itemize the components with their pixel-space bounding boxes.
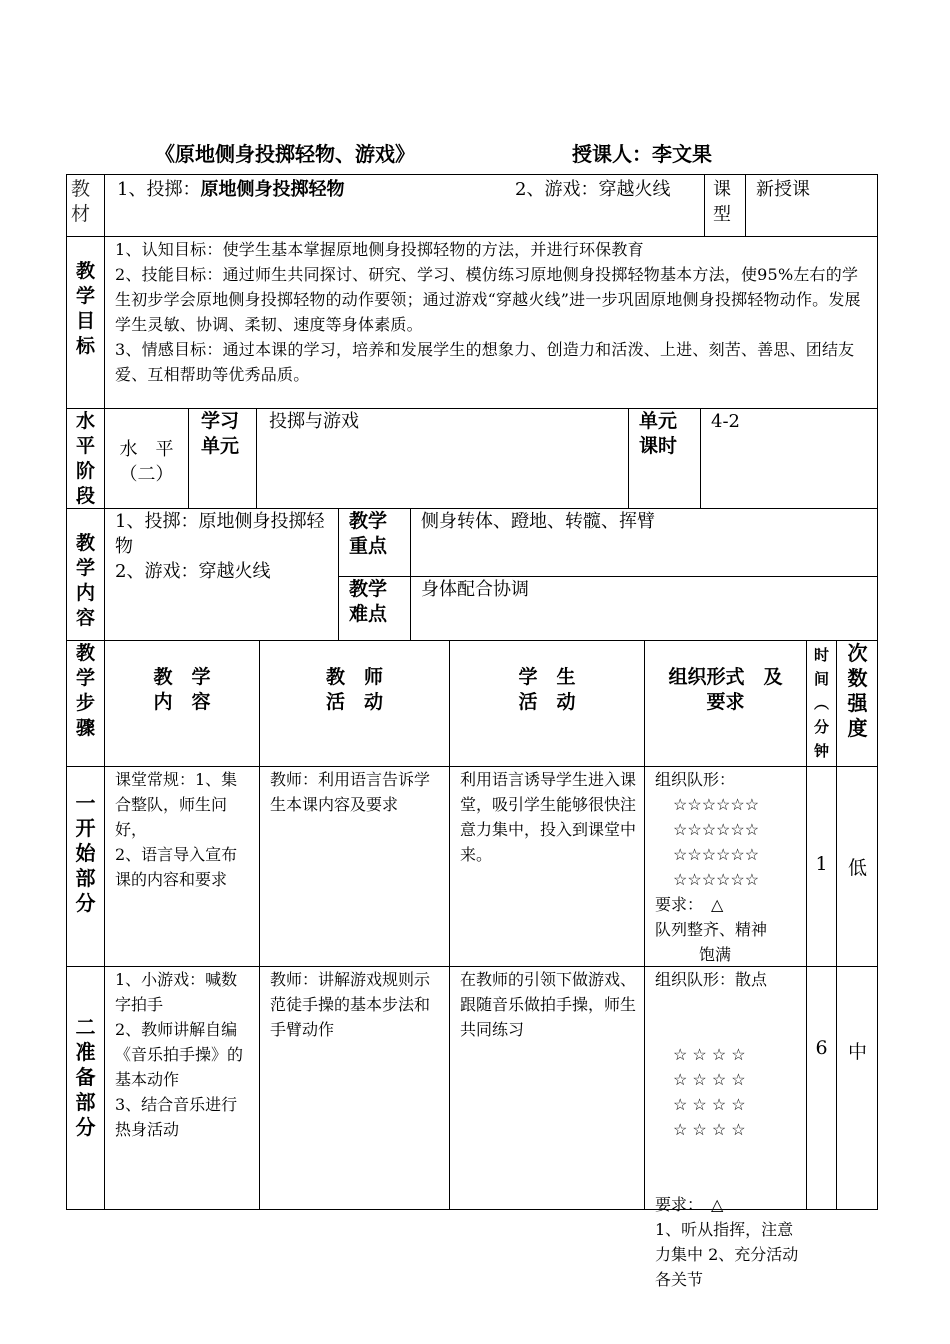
material-content: 1、投掷：原地侧身投掷轻物 2、游戏：穿越火线 — [104, 174, 704, 236]
step-start-intensity: 低 — [836, 766, 878, 966]
step-prep-intensity: 中 — [836, 966, 878, 1210]
lesson-title: 《原地侧身投掷轻物、游戏》 — [155, 142, 415, 166]
document-title — [0, 138, 950, 168]
material-item2: 2、游戏：穿越火线 — [515, 179, 671, 200]
difficulty-label: 教学 难点 — [338, 576, 410, 640]
goals-text: 1、认知目标：使学生基本掌握原地侧身投掷轻物的方法，并进行环保教育 2、技能目标：通过师生共同探讨、研究、学习、模仿练习原地侧身投掷轻物基本方法，使95%左右的学生初步学会原地侧身投掷轻物的动作要领；通过游戏“穿越火线”进一步巩固原地侧身投掷轻物动作。发展学生灵敏、协调、柔韧、速度等身体素质。 3、情感目标：通过本课的学习，培养和发展学生的想象力、创造力和活泼、上进、刻苦、善思、团结友爱、互相帮助等优秀品质。 — [104, 236, 878, 408]
step-prep-label: 二 准 备 部 分 — [66, 966, 104, 1210]
header-organization: 组织形式 及 要求 — [644, 640, 806, 766]
step-start-label: 一 开 始 部 分 — [66, 766, 104, 966]
teacher-name: 授课人：李文果 — [572, 142, 712, 166]
level-value: 水 平 （二） — [104, 408, 188, 508]
step-prep-time: 6 — [806, 966, 836, 1210]
goals-label: 教 学 目 标 — [66, 236, 104, 408]
step-prep-student: 在教师的引领下做游戏、跟随音乐做拍手操，师生共同练习 — [449, 966, 644, 1210]
formation-stars: ☆ ☆ ☆ ☆ ☆ ☆ ☆ ☆ ☆ ☆ ☆ ☆ ☆ ☆ ☆ ☆ — [673, 1045, 746, 1139]
step-prep-organization: 组织队形：散点 ☆ ☆ ☆ ☆ ☆ ☆ ☆ ☆ ☆ ☆ ☆ ☆ ☆ ☆ ☆ ☆ 要求： △ 1、听从指挥，注意力集中 2、充分活动各关节 — [644, 966, 806, 1210]
key-point-label: 教学 重点 — [338, 508, 410, 576]
unit-hours-label: 单元 课时 — [628, 408, 700, 508]
material-label: 教 材 — [66, 174, 104, 236]
difficulty-value: 身体配合协调 — [410, 576, 878, 640]
step-start-content: 课堂常规：1、集合整队，师生问好， 2、语言导入宣布课的内容和要求 — [104, 766, 259, 966]
step-prep-content: 1、小游戏：喊数字拍手 2、教师讲解自编《音乐拍手操》的基本动作 3、结合音乐进行热身活动 — [104, 966, 259, 1210]
unit-hours-value: 4-2 — [700, 408, 878, 508]
header-student: 学 生 活 动 — [449, 640, 644, 766]
lesson-type-value: 新授课 — [745, 174, 878, 236]
header-time: 时 间 ︵ 分 钟 — [806, 640, 836, 766]
lesson-type-label: 课 型 — [704, 174, 745, 236]
steps-label: 教 学 步 骤 — [66, 640, 104, 766]
content-label: 教 学 内 容 — [66, 508, 104, 640]
header-intensity: 次 数 强 度 — [836, 640, 878, 766]
step-start-student: 利用语言诱导学生进入课堂，吸引学生能够很快注意力集中，投入到课堂中来。 — [449, 766, 644, 966]
formation-stars: ☆☆☆☆☆☆ ☆☆☆☆☆☆ ☆☆☆☆☆☆ ☆☆☆☆☆☆ — [673, 795, 760, 889]
lesson-plan-table — [66, 174, 878, 1289]
step-start-organization: 组织队形： ☆☆☆☆☆☆ ☆☆☆☆☆☆ ☆☆☆☆☆☆ ☆☆☆☆☆☆ 要求： △ 队列整齐、精神 饱满 — [644, 766, 806, 966]
content-text: 1、投掷：原地侧身投掷轻物 2、游戏：穿越火线 — [104, 508, 338, 640]
step-start-time: 1 — [806, 766, 836, 966]
step-prep-teacher: 教师：讲解游戏规则示范徒手操的基本步法和手臂动作 — [259, 966, 449, 1210]
level-label: 水 平 阶 段 — [66, 408, 104, 508]
unit-value: 投掷与游戏 — [256, 408, 628, 508]
header-teacher: 教 师 活 动 — [259, 640, 449, 766]
step-start-teacher: 教师：利用语言告诉学生本课内容及要求 — [259, 766, 449, 966]
unit-label: 学习 单元 — [188, 408, 256, 508]
header-content: 教 学 内 容 — [104, 640, 259, 766]
key-point-value: 侧身转体、蹬地、转髋、挥臂 — [410, 508, 878, 576]
